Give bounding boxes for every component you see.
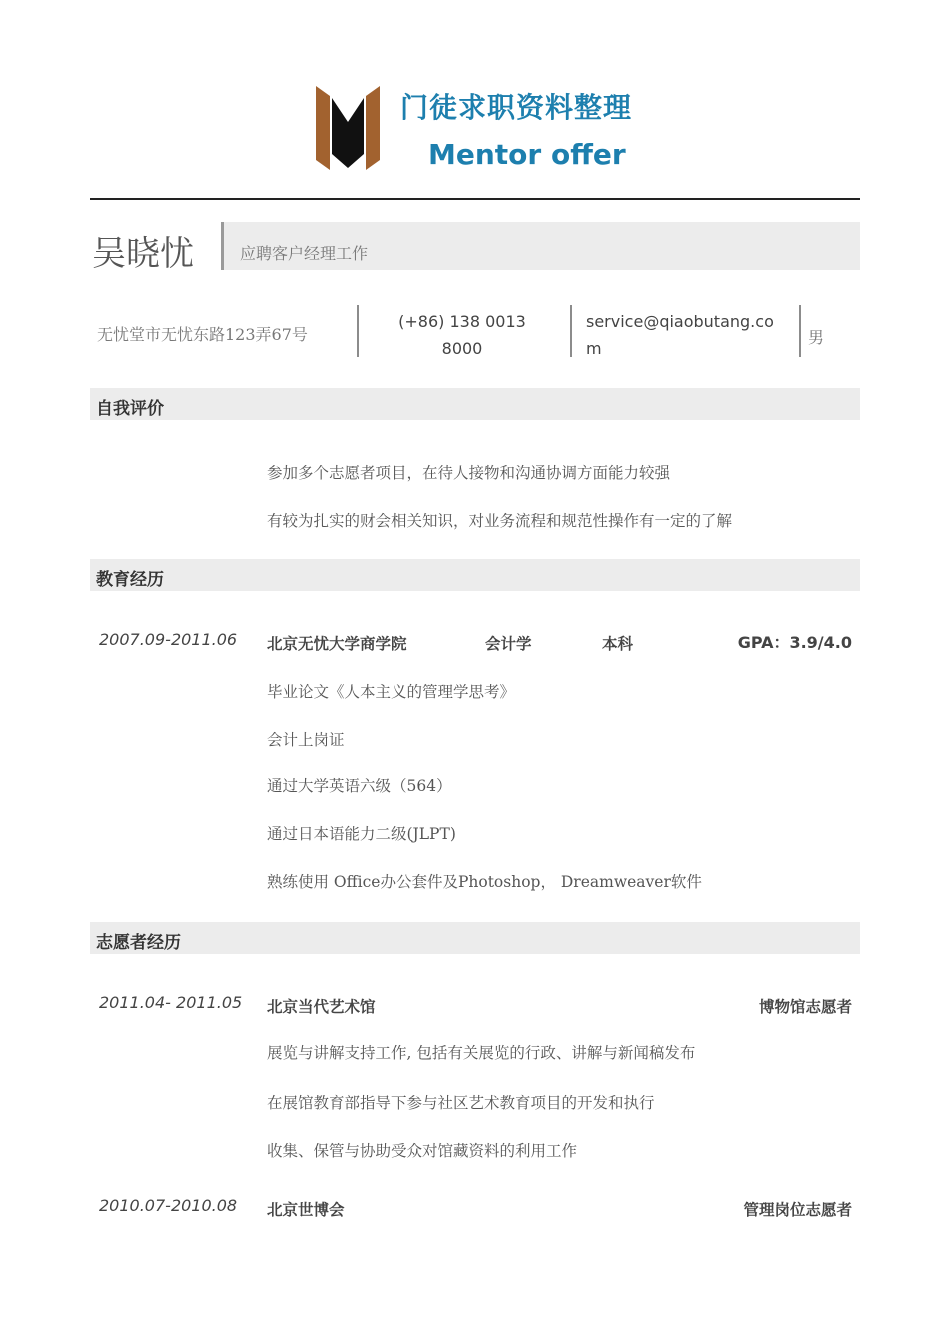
education-line: 毕业论文《人本主义的管理学思考》 [267,683,516,701]
section-title: 自我评价 [96,399,164,419]
mentor-offer-logo-icon [312,82,384,174]
education-line: 通过大学英语六级（564） [267,777,452,795]
volunteer-org: 北京世博会 [267,1201,345,1219]
objective-text: 应聘客户经理工作 [240,244,369,263]
education-degree: 本科 [602,635,634,653]
volunteer-line: 收集、保管与协助受众对馆藏资料的利用工作 [267,1142,578,1160]
education-line: 通过日本语能力二级(JLPT) [267,825,456,843]
contact-phone-line2: 8000 [441,339,483,358]
section-header-self-eval [90,388,860,420]
education-gpa: GPA：3.9/4.0 [737,633,852,652]
header-divider [90,198,860,200]
section-header-education [90,559,860,591]
contact-email-line1: service@qiaobutang.co [586,312,774,331]
logo-english-text: Mentor offer [428,138,626,171]
self-eval-line: 有较为扎实的财会相关知识，对业务流程和规范性操作有一定的了解 [267,512,733,530]
self-eval-line: 参加多个志愿者项目，在待人接物和沟通协调方面能力较强 [267,464,671,482]
candidate-name: 吴晓忧 [92,234,194,274]
volunteer-line: 展览与讲解支持工作, 包括有关展览的行政、讲解与新闻稿发布 [267,1044,696,1062]
section-header-volunteer [90,922,860,954]
education-line: 会计上岗证 [267,731,345,749]
contact-divider [799,305,801,357]
contact-gender: 男 [808,328,825,347]
logo-chinese-text: 门徒求职资料整理 [400,91,633,124]
contact-email [586,308,796,362]
education-date: 2007.09-2011.06 [99,630,238,649]
objective-box [221,222,860,270]
volunteer-role: 管理岗位志愿者 [743,1201,852,1219]
volunteer-org: 北京当代艺术馆 [267,998,376,1016]
contact-email-line2: m [586,339,602,358]
education-line: 熟练使用 Office办公套件及Photoshop， Dreamweaver软件 [267,873,702,891]
section-title: 志愿者经历 [96,933,181,953]
volunteer-date: 2010.07-2010.08 [99,1196,238,1215]
education-major: 会计学 [485,635,532,653]
education-school: 北京无忧大学商学院 [267,635,407,653]
volunteer-line: 在展馆教育部指导下参与社区艺术教育项目的开发和执行 [267,1094,655,1112]
contact-address: 无忧堂市无忧东路123弄67号 [97,325,308,344]
contact-divider [570,305,572,357]
volunteer-date: 2011.04- 2011.05 [99,993,243,1012]
contact-phone [380,308,544,362]
volunteer-role: 博物馆志愿者 [758,998,852,1016]
contact-phone-line1: (+86) 138 0013 [398,312,526,331]
contact-divider [357,305,359,357]
section-title: 教育经历 [96,570,164,590]
